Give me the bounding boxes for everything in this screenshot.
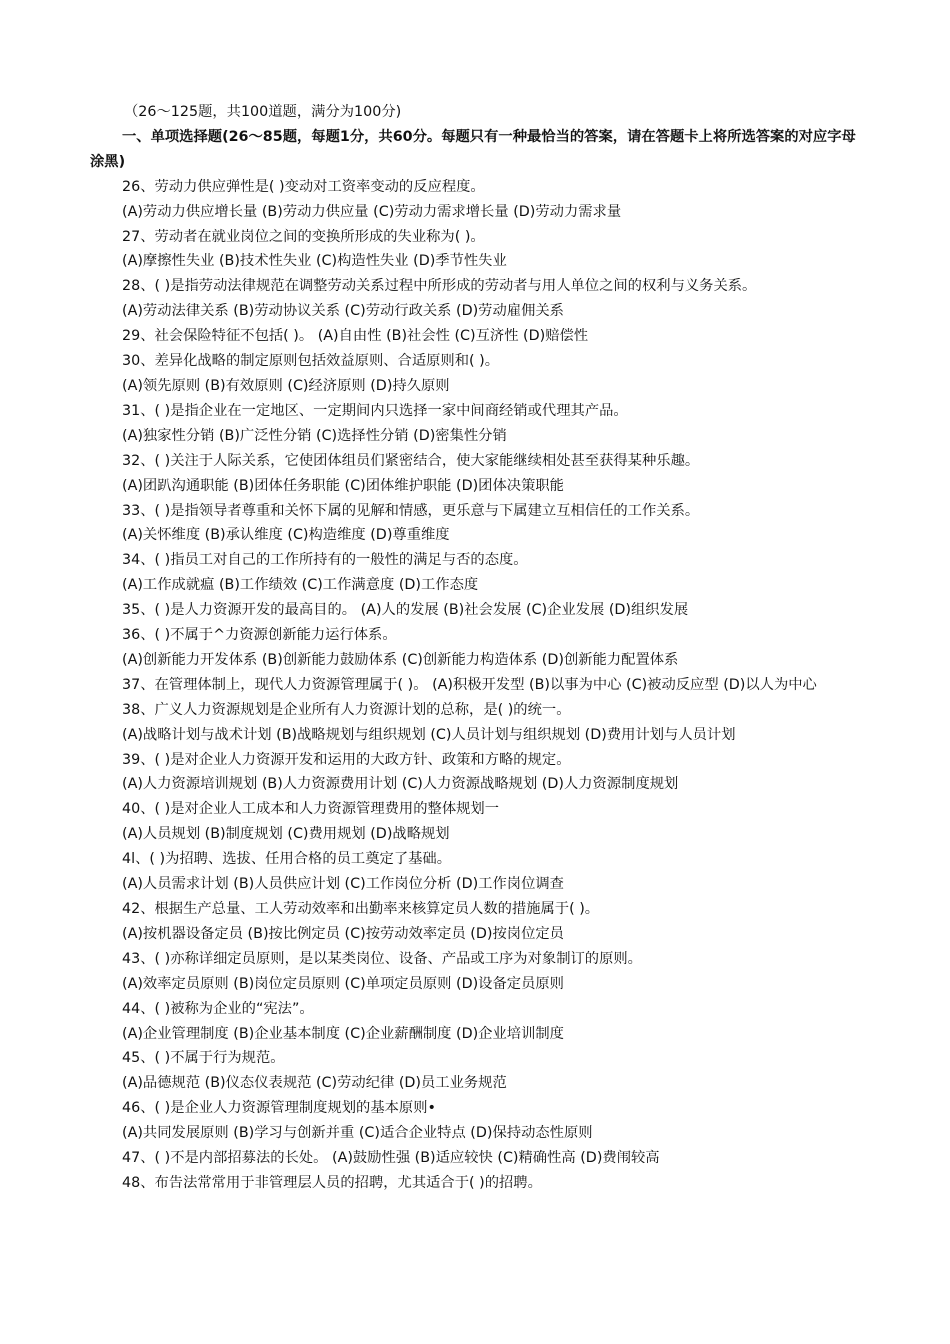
options-43: (A)效率定员原则 (B)岗位定员原则 (C)单项定员原则 (D)设备定员原则 bbox=[122, 975, 564, 992]
question-45: 45、( )不属于行为规范。 bbox=[122, 1050, 285, 1067]
question-48: 48、布告法常常用于非管理层人员的招聘，尤其适合于( )的招聘。 bbox=[122, 1174, 542, 1191]
question-40: 40、( )是对企业人工成本和人力资源管理费用的整体规划一 bbox=[122, 801, 500, 818]
question-39: 39、( )是对企业人力资源开发和运用的大政方针、政策和方略的规定。 bbox=[122, 751, 571, 768]
options-45: (A)品德规范 (B)仪态仪表规范 (C)劳动纪律 (D)员工业务规范 bbox=[122, 1075, 507, 1092]
options-30: (A)领先原则 (B)有效原则 (C)经济原则 (D)持久原则 bbox=[122, 377, 450, 394]
options-36: (A)创新能力开发体系 (B)创新能力鼓励体系 (C)创新能力构造体系 (D)创新能力配置体系 bbox=[122, 651, 679, 668]
options-41: (A)人员需求计划 (B)人员供应计划 (C)工作岗位分析 (D)工作岗位调查 bbox=[122, 876, 564, 893]
question-42: 42、根据生产总量、工人劳动效率和出勤率来核算定员人数的措施属于( )。 bbox=[122, 901, 600, 917]
question-34: 34、( )指员工对自己的工作所持有的一般性的满足与否的态度。 bbox=[122, 552, 528, 569]
options-42: (A)按机器设备定员 (B)按比例定员 (C)按劳动效率定员 (D)按岗位定员 bbox=[122, 925, 564, 942]
question-28: 28、( )是指劳动法律规范在调整劳动关系过程中所形成的劳动者与用人单位之间的权利与义务关系。 bbox=[122, 278, 757, 295]
question-38: 38、广义人力资源规划是企业所有人力资源计划的总称，是( )的统一。 bbox=[122, 701, 571, 718]
options-34: (A)工作成就瘟 (B)工作绩效 (C)工作满意度 (D)工作态度 bbox=[122, 577, 479, 594]
options-26: (A)劳动力供应增长量 (B)劳动力供应量 (C)劳动力需求增长量 (D)劳动力需求量 bbox=[122, 203, 622, 220]
options-27: (A)摩擦性失业 (B)技术性失业 (C)构造性失业 (D)季节性失业 bbox=[122, 253, 507, 270]
section-heading: 一、单项选择题(26～85题，每题1分，共60分。每题只有一种最恰当的答案，请在答题卡上将所选答案的对应字母涂黑) bbox=[90, 128, 856, 170]
options-33: (A)关怀维度 (B)承认维度 (C)构造维度 (D)尊重维度 bbox=[122, 527, 450, 544]
question-26: 26、劳动力供应弹性是( )变动对工资率变动的反应程度。 bbox=[122, 178, 485, 195]
options-38: (A)战略计划与战术计划 (B)战略规划与组织规划 (C)人员计划与组织规划 (D)费用计划与人员计划 bbox=[122, 726, 736, 743]
question-46: 46、( )是企业人力资源管理制度规划的基本原则• bbox=[122, 1100, 436, 1117]
question-27: 27、劳动者在就业岗位之间的变换所形成的失业称为( )。 bbox=[122, 228, 485, 245]
options-44: (A)企业管理制度 (B)企业基本制度 (C)企业薪酬制度 (D)企业培训制度 bbox=[122, 1025, 564, 1042]
question-43: 43、( )亦称详细定员原则，是以某类岗位、设备、产品或工序为对象制订的原则。 bbox=[122, 950, 642, 967]
question-37: 37、在管理体制上，现代人力资源管理属于( )。 (A)积极开发型 (B)以事为中心 (C)被动反应型 (D)以人为中心 bbox=[122, 676, 817, 693]
options-28: (A)劳动法律关系 (B)劳动协议关系 (C)劳动行政关系 (D)劳动雇佣关系 bbox=[122, 303, 564, 320]
question-41: 4l、( )为招聘、选拔、任用合格的员工奠定了基础。 bbox=[122, 851, 452, 868]
question-29: 29、社会保险特征不包括( )。 (A)自由性 (B)社会性 (C)互济性 (D)赔偿性 bbox=[122, 328, 589, 345]
question-32: 32、( )关注于人际关系，它使团体组员们紧密结合，使大家能继续相处甚至获得某种乐趣。 bbox=[122, 452, 700, 469]
options-31: (A)独家性分销 (B)广泛性分销 (C)选择性分销 (D)密集性分销 bbox=[122, 427, 507, 444]
question-31: 31、( )是指企业在一定地区、一定期间内只选择一家中间商经销或代理其产品。 bbox=[122, 402, 628, 419]
options-32: (A)团趴沟通职能 (B)团体任务职能 (C)团体维护职能 (D)团体决策职能 bbox=[122, 477, 564, 494]
question-36: 36、( )不属于^力资源创新能力运行体系。 bbox=[122, 627, 397, 644]
options-46: (A)共同发展原则 (B)学习与创新并重 (C)适合企业特点 (D)保持动态性原则 bbox=[122, 1125, 593, 1142]
exam-content bbox=[90, 100, 870, 1196]
intro-line: （26～125题，共100道题，满分为100分) bbox=[124, 104, 402, 120]
question-35: 35、( )是人力资源开发的最高目的。 (A)人的发展 (B)社会发展 (C)企业发展 (D)组织发展 bbox=[122, 602, 689, 619]
question-44: 44、( )被称为企业的“宪法”。 bbox=[122, 1000, 314, 1017]
options-40: (A)人员规划 (B)制度规划 (C)费用规划 (D)战略规划 bbox=[122, 826, 450, 843]
question-33: 33、( )是指领导者尊重和关怀下属的见解和情感，更乐意与下属建立互相信任的工作关系。 bbox=[122, 502, 700, 519]
question-30: 30、差异化战略的制定原则包括效益原则、合适原则和( )。 bbox=[122, 353, 500, 370]
options-39: (A)人力资源培训规划 (B)人力资源费用计划 (C)人力资源战略规划 (D)人力资源制度规划 bbox=[122, 776, 679, 793]
question-47: 47、( )不是内部招募法的长处。 (A)鼓励性强 (B)适应较快 (C)精确性高 (D)费闱较高 bbox=[122, 1150, 660, 1167]
